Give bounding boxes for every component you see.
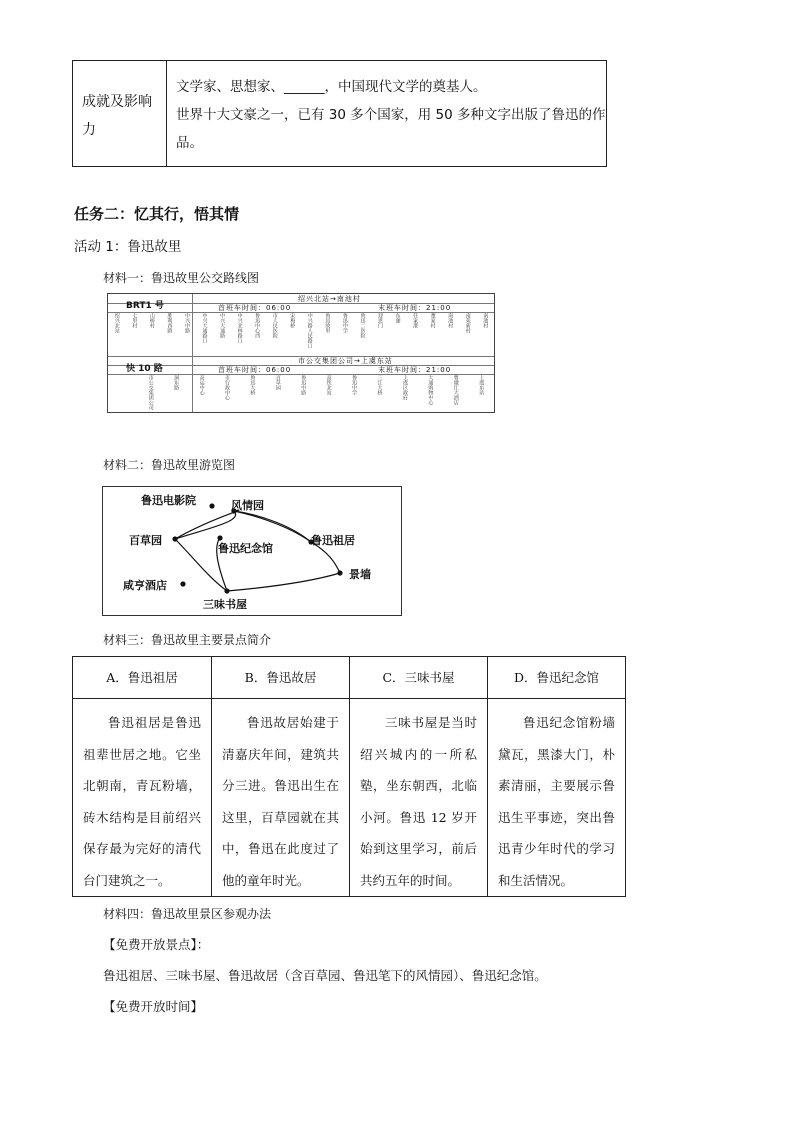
route1-first: 首班车时间：06:00 [218, 304, 292, 312]
route2-last: 末班车时间：21:00 [378, 366, 452, 374]
route1-stop: 南苑新村 [464, 313, 471, 333]
route2-stop: 上虞区政府 [401, 375, 408, 400]
route1-direction: 绍兴北站→南池村 [298, 295, 361, 303]
material2-caption: 材料二：鲁迅故里游览图 [103, 458, 236, 472]
label-scenic-wall: 景墙 [349, 568, 371, 581]
route2-stop: 曹娥江大酒店 [452, 375, 459, 405]
route1-stop: 中兴北林路口 [236, 313, 243, 343]
node-scenic-wall [337, 570, 342, 575]
route1-stop: 绍兴北站 [113, 313, 120, 333]
route-line-bottom [227, 573, 340, 591]
route1-stop: 东湖 [394, 313, 401, 323]
route1-stop: 中兴大通路口 [201, 313, 208, 343]
route2-stop: 百草园 [274, 375, 281, 390]
route1-stop: 山桥村 [148, 313, 155, 328]
node-cinema [209, 503, 214, 508]
material4-caption: 材料四：鲁迅故里景区参观办法 [103, 907, 272, 921]
label-ancestral-home: 鲁迅祖居 [311, 534, 355, 547]
route2-name: 快 10 路 [126, 364, 163, 374]
route1-stop: 中兴路人民路口 [306, 313, 313, 348]
route-line-top [175, 510, 311, 542]
tour-map [102, 486, 402, 616]
summary-line-1: 文学家、思想家、______，中国现代文学的奠基人。 [176, 79, 487, 95]
label-fengqingyuan: 风情园 [231, 499, 264, 512]
label-baicaoyuan: 百草园 [129, 534, 162, 547]
summary-line-2: 世界十大文豪之一，已有 30 多个国家，用 50 多种文字出版了鲁迅的作品。 [176, 107, 606, 151]
site-col-d [488, 657, 625, 896]
summary-label: 成就及影响力 [82, 94, 152, 138]
task-title: 任务二：忆其行，悟其情 [74, 205, 240, 223]
route1-stop: 胜利西路 [166, 313, 173, 333]
node-baicaoyuan [172, 536, 177, 541]
site-col-a [73, 657, 212, 896]
route1-stop: 南池村 [482, 313, 489, 328]
site-title-b: B．鲁迅故居 [212, 657, 349, 699]
material1-caption: 材料一：鲁迅故里公交路线图 [103, 271, 260, 285]
label-sanwei: 三味书屋 [203, 598, 247, 611]
route1-stop: 鲁迅二医院 [359, 313, 366, 338]
route2-stop: 高运中心 [198, 375, 205, 395]
site-text-d: 鲁迅纪念馆粉墙黛瓦，黑漆大门，朴素清丽，主要展示鲁迅生平事迹，突出鲁迅青少年时代的学习和生活情况。 [498, 715, 615, 888]
route1-stop: 中兴大通路 [219, 313, 226, 338]
route1-stop: 市人民医院 [271, 313, 278, 338]
site-title-a: A．鲁迅祖居 [73, 657, 211, 699]
route2-stop: 鲁迅中路 [300, 375, 307, 395]
label-memorial: 鲁迅纪念馆 [218, 542, 273, 555]
site-title-c: C．三味书屋 [350, 657, 487, 699]
route1-stop: 鲁迅中学 [341, 313, 348, 333]
route2-stop: 三江大桥 [376, 375, 383, 395]
summary-table [72, 60, 607, 167]
summary-label-cell [73, 61, 167, 166]
summary-content-cell [176, 73, 606, 157]
sites-table [72, 656, 626, 897]
route2-stop: 高铁北站 [325, 375, 332, 395]
label-cinema: 鲁迅电影院 [141, 494, 196, 507]
bus-route-figure [107, 293, 495, 413]
route2-direction: 市公交集团公司→上虞东站 [298, 357, 393, 365]
node-memorial [217, 535, 222, 540]
site-title-d: D．鲁迅纪念馆 [488, 657, 625, 699]
material3-caption: 材料三：鲁迅故里主要景点简介 [103, 633, 272, 647]
route1-stop: 鲁迅故里 [324, 313, 331, 333]
node-xianheng [180, 581, 185, 586]
route1-stop: 任家港 [412, 313, 419, 328]
site-text-a: 鲁迅祖居是鲁迅祖辈世居之地。它坐北朝南，青瓦粉墙，砖木结构是目前绍兴保存最为完好的清代台门建筑之一。 [83, 715, 201, 888]
free-sites-text: 鲁迅祖居、三味书屋、鲁迅故居（含百草园、鲁迅笔下的风情园）、鲁迅纪念馆。 [103, 968, 547, 983]
label-xianheng: 咸亨酒店 [123, 579, 167, 592]
free-sites-label: 【免费开放景点】： [103, 937, 210, 952]
route2-stop: 鲁迅大桥 [249, 375, 256, 395]
route1-last: 末班车时间：21:00 [378, 304, 452, 312]
route1-name: BRT1 号 [126, 301, 164, 311]
site-col-b [212, 657, 350, 896]
route2-stop: 市公交集团公司 [147, 375, 154, 410]
activity-title: 活动 1：鲁迅故里 [74, 239, 182, 255]
tour-map-svg [103, 487, 401, 615]
route1-stop: 七里村 [131, 313, 138, 328]
route2-stop: 市行政中心 [223, 375, 230, 400]
node-sanwei [224, 588, 229, 593]
route2-stops [108, 375, 494, 413]
route1-stop: 鲁迅中心西 [254, 313, 261, 338]
route1-stop: 中兴中路 [183, 313, 190, 333]
route1-stop: 南池村 [447, 313, 454, 328]
route2-first: 首班车时间：06:00 [218, 366, 292, 374]
route1-stops [108, 313, 494, 355]
route-line-upper-right [234, 511, 311, 542]
route2-stop: 大通购物中心 [427, 375, 434, 405]
route2-stop: 上虞东站 [478, 375, 485, 395]
free-time-label: 【免费开放时间】 [103, 999, 204, 1014]
route1-stop: 董家村 [429, 313, 436, 328]
route1-stop: 迎恩门 [376, 313, 383, 328]
site-col-c [350, 657, 488, 896]
site-text-c: 三味书屋是当时绍兴城内的一所私塾，坐东朝西，北临小河。鲁迅 12 岁开始到这里学习，前后共约五年的时间。 [360, 715, 477, 888]
route2-stop: 鲁迅中学 [351, 375, 358, 395]
route1-stop: 宋梅桥 [289, 313, 296, 328]
route2-stop: 洞东路 [173, 375, 180, 390]
site-text-b: 鲁迅故居始建于清嘉庆年间，建筑共分三进。鲁迅出生在这里，百草园就在其中，鲁迅在此度过了他的童年时光。 [222, 715, 339, 888]
